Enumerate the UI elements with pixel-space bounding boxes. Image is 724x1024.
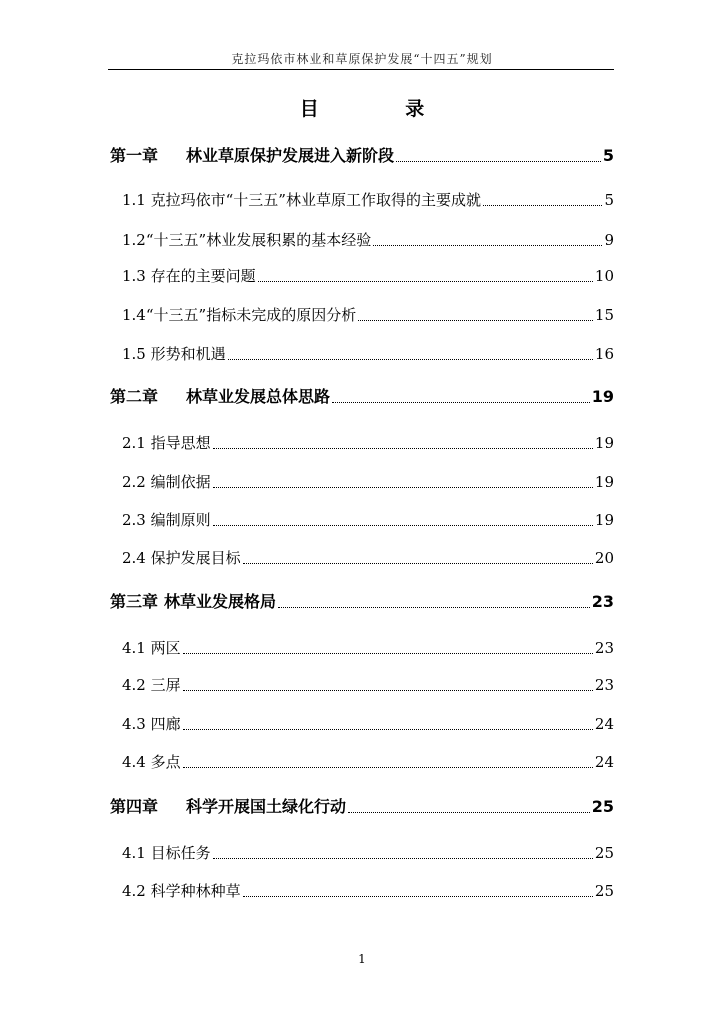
dot-leader: [183, 652, 593, 654]
section-title: 1.4“十三五”指标未完成的原因分析: [122, 306, 357, 324]
toc-title: 目 录: [299, 98, 465, 120]
dot-leader: [183, 689, 593, 691]
dot-leader: [243, 895, 593, 897]
page-ref: 24: [594, 753, 614, 771]
toc-section-4-2[interactable]: [122, 673, 614, 697]
page-number: 1: [358, 952, 366, 966]
dot-leader: [258, 280, 593, 282]
toc-section-4-4[interactable]: [122, 750, 614, 774]
dot-leader: [348, 811, 590, 813]
page-ref: 25: [591, 797, 614, 816]
page-ref: 20: [594, 549, 614, 567]
dot-leader: [183, 766, 593, 768]
page-ref: 19: [591, 387, 614, 406]
section-title: 1.5 形势和机遇: [122, 345, 226, 363]
page-ref: 5: [602, 146, 614, 165]
chapter-title: 科学开展国土绿化行动: [186, 797, 347, 816]
toc-section-1-3[interactable]: [122, 264, 614, 288]
toc-chapter-2[interactable]: [110, 385, 614, 409]
page-ref: 19: [594, 511, 614, 529]
page-ref: 19: [594, 473, 614, 491]
dot-leader: [278, 606, 590, 608]
toc-section-4-2b[interactable]: [122, 879, 614, 903]
page-ref: 23: [594, 676, 614, 694]
section-title: 4.1 两区: [122, 639, 181, 657]
toc-section-1-4[interactable]: [122, 303, 614, 327]
toc-section-4-1b[interactable]: [122, 841, 614, 865]
section-title: 2.1 指导思想: [122, 434, 211, 452]
toc-section-2-4[interactable]: [122, 546, 614, 570]
toc-chapter-1[interactable]: [110, 144, 614, 168]
section-title: 2.3 编制原则: [122, 511, 211, 529]
page-ref: 15: [594, 306, 614, 324]
page-ref: 9: [604, 231, 614, 249]
section-title: 4.2 科学种林种草: [122, 882, 241, 900]
page-ref: 5: [604, 191, 614, 209]
toc-section-4-3[interactable]: [122, 712, 614, 736]
section-title: 4.1 目标任务: [122, 844, 211, 862]
page-ref: 23: [594, 639, 614, 657]
toc-section-1-5[interactable]: [122, 342, 614, 366]
section-title: 4.2 三屏: [122, 676, 181, 694]
dot-leader: [483, 204, 602, 206]
chapter-title: 林业草原保护发展进入新阶段: [186, 146, 395, 165]
section-title: 1.3 存在的主要问题: [122, 267, 256, 285]
chapter-number: 第一章: [110, 146, 159, 165]
dot-leader: [358, 319, 593, 321]
dot-leader: [183, 728, 593, 730]
dot-leader: [213, 447, 593, 449]
dot-leader: [373, 244, 602, 246]
section-title: 4.4 多点: [122, 753, 181, 771]
dot-leader: [213, 524, 593, 526]
section-title: 1.2“十三五”林业发展积累的基本经验: [122, 231, 372, 249]
page-ref: 10: [594, 267, 614, 285]
toc-section-1-1[interactable]: [122, 188, 614, 212]
toc-chapter-4[interactable]: [110, 795, 614, 819]
dot-leader: [228, 358, 593, 360]
section-title: 2.2 编制依据: [122, 473, 211, 491]
page-ref: 19: [594, 434, 614, 452]
chapter-number: 第三章: [110, 592, 159, 611]
chapter-title: 林草业发展格局: [164, 592, 277, 611]
page-ref: 23: [591, 592, 614, 611]
dot-leader: [213, 486, 593, 488]
toc-section-4-1[interactable]: [122, 636, 614, 660]
section-title: 1.1 克拉玛依市“十三五”林业草原工作取得的主要成就: [122, 191, 481, 209]
chapter-title: 林草业发展总体思路: [186, 387, 331, 406]
page-ref: 24: [594, 715, 614, 733]
chapter-number: 第二章: [110, 387, 159, 406]
toc-chapter-3[interactable]: [110, 590, 614, 614]
toc-section-2-3[interactable]: [122, 508, 614, 532]
running-header: 克拉玛依市林业和草原保护发展“十四五”规划: [231, 52, 493, 66]
toc-section-1-2[interactable]: [122, 228, 614, 252]
toc-section-2-2[interactable]: [122, 470, 614, 494]
dot-leader: [396, 160, 601, 162]
section-title: 2.4 保护发展目标: [122, 549, 241, 567]
dot-leader: [332, 401, 590, 403]
page-ref: 25: [594, 882, 614, 900]
dot-leader: [213, 857, 593, 859]
page-ref: 16: [594, 345, 614, 363]
section-title: 4.3 四廊: [122, 715, 181, 733]
chapter-number: 第四章: [110, 797, 159, 816]
page-ref: 25: [594, 844, 614, 862]
header-rule: [108, 69, 614, 70]
dot-leader: [243, 562, 593, 564]
toc-section-2-1[interactable]: [122, 431, 614, 455]
